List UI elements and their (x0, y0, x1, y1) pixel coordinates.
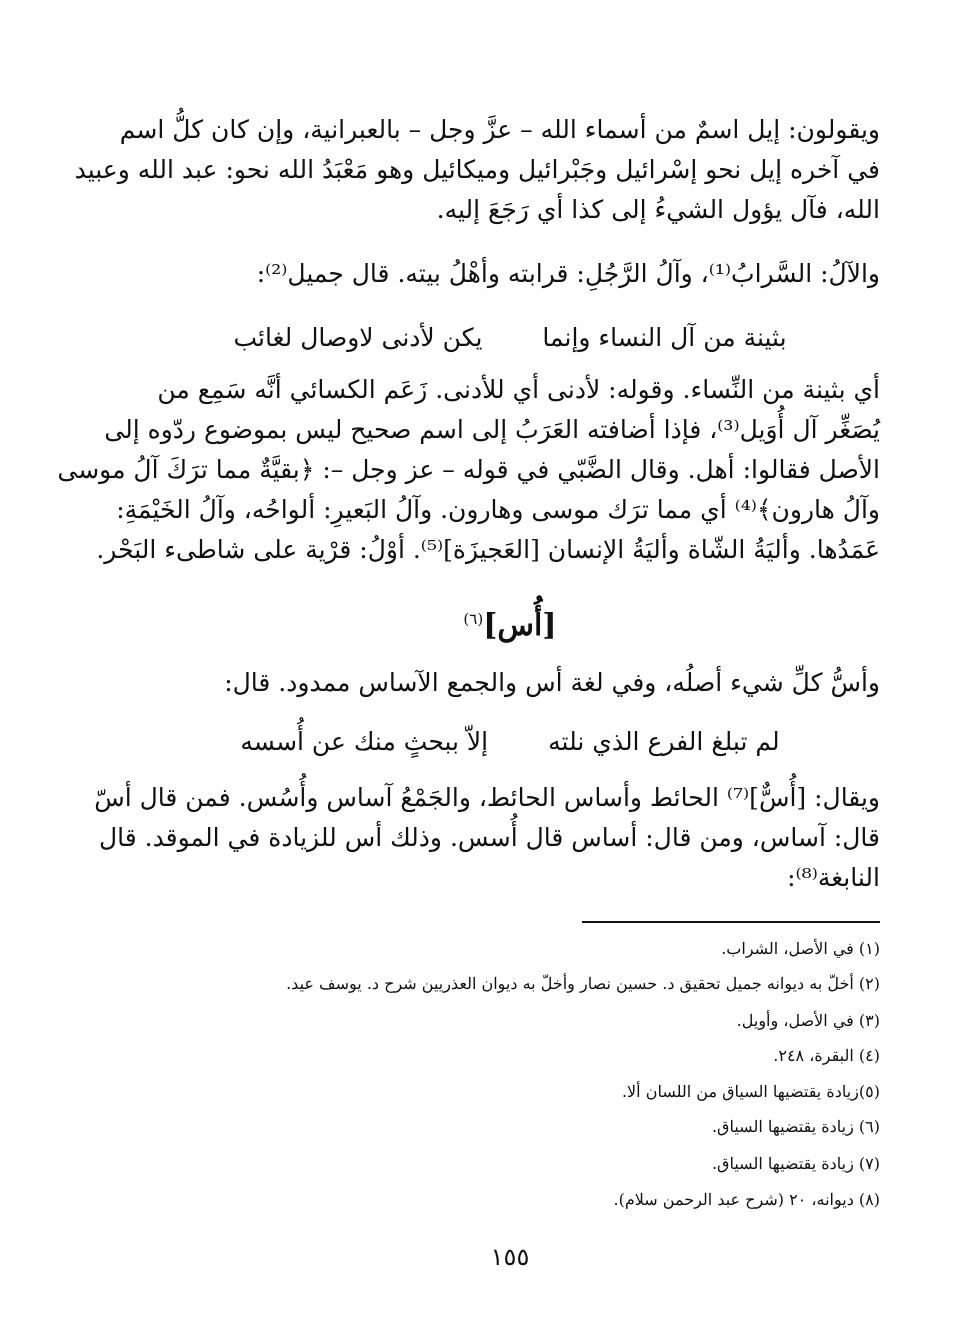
footnote-1: (١) في الأصل، الشراب. (721, 939, 880, 958)
paragraph-2 (140, 254, 880, 294)
verse-hemistich-first: لم تبلغ الفرع الذي نلته (548, 727, 780, 756)
footnote-separator (582, 921, 880, 923)
section-heading (140, 608, 880, 643)
paragraph-5 (94, 778, 880, 898)
footnote-7: (٧) زيادة يقتضيها السياق. (711, 1154, 880, 1173)
text-line: النابغة⁽⁸⁾: (787, 863, 880, 892)
text-line: وآلُ هارون﴾⁽⁴⁾ أي مما ترَك موسى وهارون. وآلُ البَعيرِ: ألواحُه، وآلُ الخَيْمَةِ: (116, 495, 880, 524)
footnote-2: (٢) أخلّ به ديوانه جميل تحقيق د. حسين نصار وأخلّ به ديوان العذريين شرح د. يوسف عيد. (286, 974, 880, 993)
footnote-5: (٥)زيادة يقتضيها السياق من اللسان ألا. (621, 1082, 880, 1101)
page-number: ١٥٥ (490, 1243, 530, 1271)
text-line: ويقولون: إيل اسمٌ من أسماء الله – عزَّ وجل – بالعبرانية، وإن كان كلُّ اسم (119, 115, 880, 144)
footnote-4: (٤) البقرة، ٢٤٨. (773, 1046, 880, 1065)
paragraph-4 (140, 663, 880, 703)
verse-hemistich-second: يكن لأدنى لاوصال لغائب (233, 323, 483, 352)
text-line: الله، فآل يؤول الشيءُ إلى كذا أي رَجَعَ إليه. (436, 195, 880, 224)
verse-hemistich-first: بثينة من آل النساء وإنما (542, 323, 787, 352)
text-line: الأصل فقالوا: أهل. وقال الضَّبّي في قوله – عز وجل –: ﴿بقيَّةٌ مما ترَكَ آلُ موسى (57, 455, 880, 484)
text-line: في آخره إيل نحو إسْرائيل وجَبْرائيل وميكائيل وهو مَعْبَدُ الله نحو: عبد الله وعبيد (74, 155, 880, 184)
footnote-3: (٣) في الأصل، وأويل. (736, 1011, 880, 1030)
text-line: وأسُّ كلِّ شيء أصلُه، وفي لغة أس والجمع الآساس ممدود. قال: (224, 668, 880, 697)
text-line: ويقال: [أُسٌّ]⁽⁷⁾ الحائط وأساس الحائط، والجَمْعُ آساس وأُسُس. فمن قال أسّ (94, 783, 880, 812)
text-line: والآلُ: السَّرابُ⁽¹⁾، وآلُ الرَّجُلِ: قرابته وأهْلُ بيته. قال جميل⁽²⁾: (256, 259, 880, 288)
heading-text: [أُس] (483, 608, 557, 643)
paragraph-1 (74, 110, 880, 230)
verse-hemistich-second: إلاّ ببحثٍ منك عن أُسسه (240, 727, 489, 756)
verse-1 (140, 318, 880, 358)
footnote-8: (٨) ديوانه، ٢٠ (شرح عبد الرحمن سلام). (613, 1190, 880, 1209)
text-line: أي بثينة من النِّساء. وقوله: لأدنى أي للأدنى. زَعَم الكسائي أنَّه سَمِع من (157, 375, 880, 404)
text-line: عَمَدُها. وأليَةُ الشّاة وأليَةُ الإنسان [العَجيزَة]⁽⁵⁾. أوْلُ: قرْية على شاطىء البَحْر. (96, 535, 880, 564)
footnote-6: (٦) زيادة يقتضيها السياق. (711, 1117, 880, 1136)
heading-footnote-ref: (٦) (463, 610, 484, 628)
text-line: قال: آساس، ومن قال: أساس قال أُسس. وذلك أس للزيادة في الموقد. قال (98, 823, 880, 852)
verse-2 (140, 722, 880, 762)
paragraph-3 (57, 370, 880, 570)
text-line: يُصَغِّر آل أُوَيل⁽³⁾، فإذا أضافته العَرَبُ إلى اسم صحيح ليس بموضوع ردّوه إلى (104, 415, 880, 444)
